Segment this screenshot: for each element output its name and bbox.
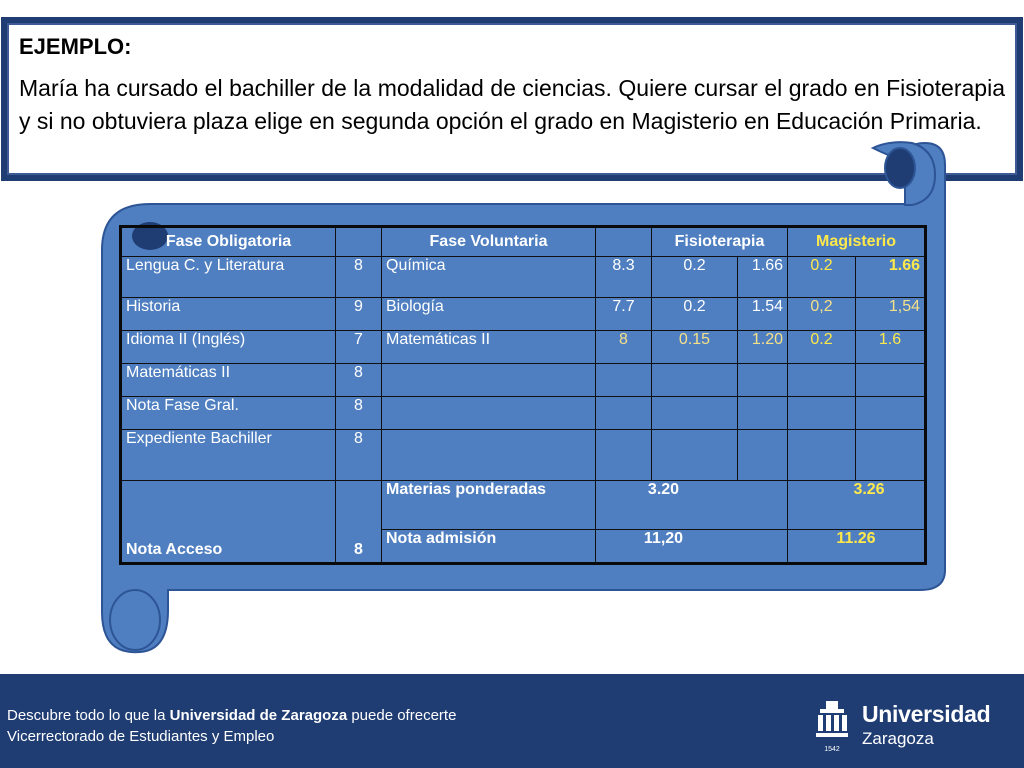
cell-empty [788, 430, 856, 481]
cell-subject: Historia [121, 298, 336, 331]
cell-empty [738, 430, 788, 481]
footer-line-2: Vicerrectorado de Estudiantes y Empleo [7, 728, 275, 745]
table-row [121, 397, 926, 430]
cell-empty [738, 397, 788, 430]
ponderadas-label: Materias ponderadas [382, 481, 596, 530]
cell-score: 1.66 [738, 257, 788, 298]
admision-magisterio: 11.26 [788, 530, 926, 564]
header-empty [336, 227, 382, 257]
logo-university-word: Universidad [862, 701, 991, 727]
ponderadas-magisterio: 3.26 [788, 481, 926, 530]
table-row [121, 331, 926, 364]
cell-coefficient: 0.2 [652, 298, 738, 331]
table-header-row [121, 227, 926, 257]
cell-coefficient: 0.2 [788, 331, 856, 364]
cell-subject: Lengua C. y Literatura [121, 257, 336, 298]
cell-coefficient: 0.2 [652, 257, 738, 298]
footer-bar [0, 674, 1024, 768]
cell-subject: Idioma II (Inglés) [121, 331, 336, 364]
cell-empty [738, 364, 788, 397]
footer-line-1 [7, 705, 456, 726]
cell-empty [596, 364, 652, 397]
scroll-curl-bottom [110, 590, 160, 650]
cell-grade: 7.7 [596, 298, 652, 331]
university-emblem-icon [812, 699, 852, 755]
cell-score: 1.54 [738, 298, 788, 331]
header-fisioterapia: Fisioterapia [652, 227, 788, 257]
example-title: EJEMPLO: [19, 34, 132, 59]
table-row [121, 364, 926, 397]
header-fase-voluntaria: Fase Voluntaria [382, 227, 596, 257]
cell-subject: Matemáticas II [382, 331, 596, 364]
footer-line-1-prefix: Descubre todo lo que la [7, 707, 170, 724]
cell-subject: Expediente Bachiller [121, 430, 336, 481]
header-fase-obligatoria: Fase Obligatoria [121, 227, 336, 257]
cell-empty [596, 397, 652, 430]
cell-grade: 7 [336, 331, 382, 364]
nota-acceso-label: Nota Acceso [121, 481, 336, 564]
cell-empty [788, 364, 856, 397]
university-logo [812, 699, 992, 755]
cell-subject: Nota Fase Gral. [121, 397, 336, 430]
header-empty [596, 227, 652, 257]
cell-subject: Química [382, 257, 596, 298]
footer-line-1-suffix: puede ofrecerte [347, 707, 457, 724]
cell-empty [788, 397, 856, 430]
cell-empty [382, 430, 596, 481]
logo-city-word: Zaragoza [862, 729, 934, 748]
cell-score: 1.20 [738, 331, 788, 364]
cell-grade: 9 [336, 298, 382, 331]
cell-empty [856, 364, 926, 397]
cell-empty [382, 397, 596, 430]
cell-score: 1,54 [856, 298, 926, 331]
table-row-ponderadas [121, 481, 926, 530]
cell-grade: 8 [336, 430, 382, 481]
cell-empty [856, 397, 926, 430]
cell-empty [856, 430, 926, 481]
cell-score: 1.66 [856, 257, 926, 298]
cell-empty [652, 430, 738, 481]
cell-score: 1.6 [856, 331, 926, 364]
cell-grade: 8 [336, 364, 382, 397]
logo-year: 1542 [824, 746, 840, 753]
grades-table [119, 225, 927, 565]
table-row [121, 430, 926, 481]
cell-empty [652, 364, 738, 397]
footer-university-name: Universidad de Zaragoza [169, 707, 348, 724]
cell-empty [382, 364, 596, 397]
cell-grade: 8.3 [596, 257, 652, 298]
example-text: María ha cursado el bachiller de la modalidad de ciencias. Quiere cursar el grado en Fisioterapia y si no obtuviera plaza elige en segunda opción el grado en Magisterio en Educación Primaria. [19, 75, 1005, 134]
cell-coefficient: 0.2 [788, 257, 856, 298]
cell-grade: 8 [336, 397, 382, 430]
header-magisterio: Magisterio [788, 227, 926, 257]
scroll-curl-hole-right [885, 148, 915, 188]
cell-grade: 8 [596, 331, 652, 364]
ponderadas-fisioterapia: 3.20 [596, 481, 788, 530]
cell-grade: 8 [336, 257, 382, 298]
cell-empty [596, 430, 652, 481]
cell-subject: Biología [382, 298, 596, 331]
cell-subject: Matemáticas II [121, 364, 336, 397]
admision-fisioterapia: 11,20 [596, 530, 788, 564]
cell-coefficient: 0.15 [652, 331, 738, 364]
cell-coefficient: 0,2 [788, 298, 856, 331]
cell-empty [652, 397, 738, 430]
footer-text [7, 705, 456, 747]
table-row [121, 257, 926, 298]
nota-acceso-value: 8 [336, 481, 382, 564]
admision-label: Nota admisión [382, 530, 596, 564]
table-row [121, 298, 926, 331]
